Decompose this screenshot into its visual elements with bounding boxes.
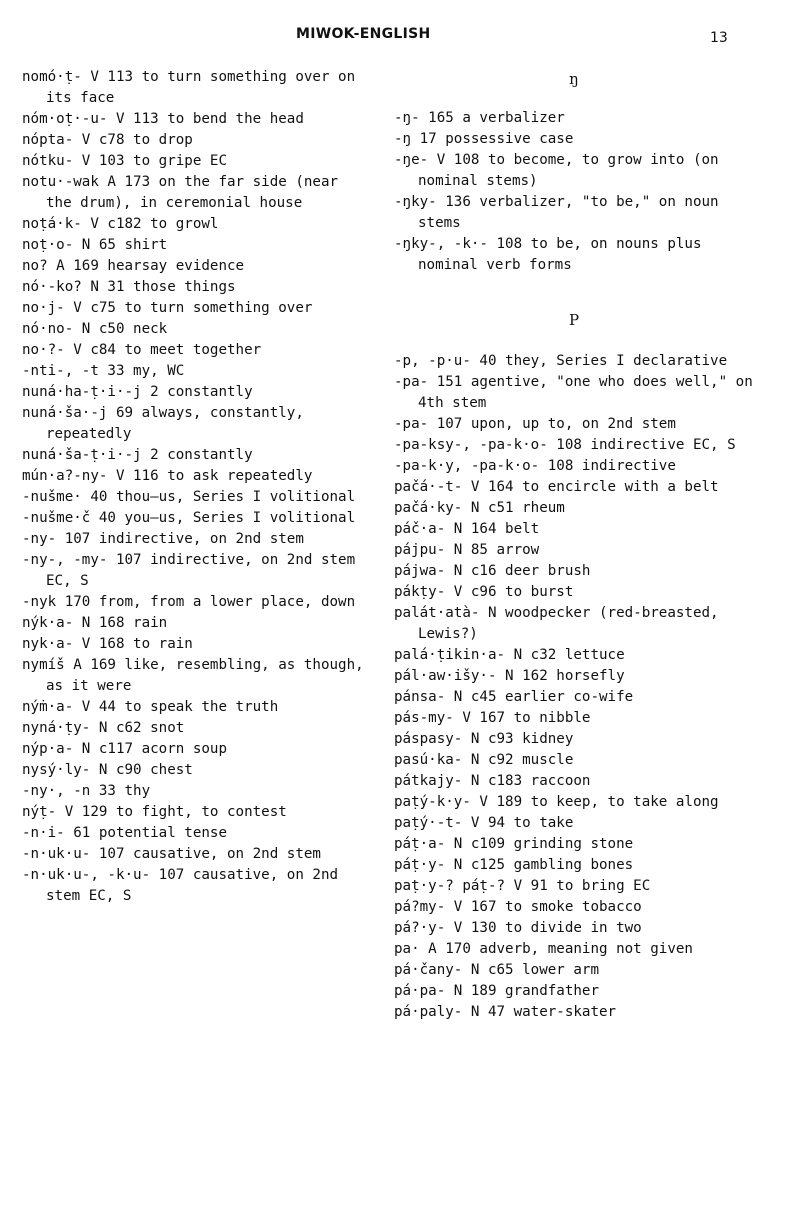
dictionary-entry: -pa-k·y, -pa-k·o- 108 indirective — [394, 458, 676, 474]
right-column — [394, 69, 754, 1023]
dictionary-entry: -ŋky- 136 verbalizer, "to be," on noun stems — [394, 194, 719, 231]
dictionary-entry: noṭ·o- N 65 shirt — [22, 237, 168, 253]
dictionary-entry: páṭ·a- N c109 grinding stone — [394, 836, 634, 852]
dictionary-entry: pás-my- V 167 to nibble — [394, 710, 591, 726]
dictionary-entry: -nušme· 40 thou—us, Series I volitional — [22, 489, 356, 505]
page-header — [0, 24, 792, 48]
dictionary-entry: pátkajy- N c183 raccoon — [394, 773, 591, 789]
dictionary-entry: -nyk 170 from, from a lower place, down — [22, 594, 356, 610]
dictionary-entry: pačá·-t- V 164 to encircle with a belt — [394, 479, 719, 495]
dictionary-entry: -ŋ- 165 a verbalizer — [394, 110, 565, 126]
page-title: MIWOK-ENGLISH — [296, 26, 431, 42]
dictionary-entry: noṭá·k- V c182 to growl — [22, 216, 219, 232]
dictionary-entry: pá·pa- N 189 grandfather — [394, 983, 599, 999]
page-number: 13 — [710, 30, 728, 46]
dictionary-entry: pasú·ka- N c92 muscle — [394, 752, 574, 768]
dictionary-entry: mún·a?-ny- V 116 to ask repeatedly — [22, 468, 313, 484]
dictionary-entry: -n·uk·u-, -k·u- 107 causative, on 2nd stem EC, S — [22, 867, 339, 904]
dictionary-entry: no·?- V c84 to meet together — [22, 342, 262, 358]
dictionary-entry: -pa- 107 upon, up to, on 2nd stem — [394, 416, 676, 432]
dictionary-entry: -nti-, -t 33 my, WC — [22, 363, 185, 379]
dictionary-entry: nýṭ- V 129 to fight, to contest — [22, 804, 287, 820]
dictionary-entry: no? A 169 hearsay evidence — [22, 258, 245, 274]
dictionary-entry: pál·aw·išy·- N 162 horsefly — [394, 668, 625, 684]
dictionary-entry: notu·-wak A 173 on the far side (near the drum), in ceremonial house — [22, 174, 339, 211]
dictionary-entry: -ŋky-, -k·- 108 to be, on nouns plus nominal verb forms — [394, 236, 702, 273]
dictionary-entry: pá·paly- N 47 water-skater — [394, 1004, 617, 1020]
dictionary-entry: -ny- 107 indirective, on 2nd stem — [22, 531, 304, 547]
dictionary-entry: -pa- 151 agentive, "one who does well," on 4th stem — [394, 374, 753, 411]
dictionary-entry: pá?my- V 167 to smoke tobacco — [394, 899, 642, 915]
left-column — [22, 67, 372, 907]
dictionary-entry: -p, -p·u- 40 they, Series I declarative — [394, 353, 728, 369]
section-heading: P — [568, 311, 580, 329]
dictionary-entry: nysý·ly- N c90 chest — [22, 762, 193, 778]
dictionary-entry: nó·no- N c50 neck — [22, 321, 168, 337]
dictionary-entry: pa· A 170 adverb, meaning not given — [394, 941, 693, 957]
dictionary-entry: nó·-ko? N 31 those things — [22, 279, 236, 295]
dictionary-entry: pájwa- N c16 deer brush — [394, 563, 591, 579]
dictionary-entry: nomó·ṭ- V 113 to turn something over on its face — [22, 69, 356, 106]
dictionary-entry: -nušme·č 40 you—us, Series I volitional — [22, 510, 356, 526]
dictionary-entry: nótku- V 103 to gripe EC — [22, 153, 227, 169]
dictionary-entry: nymíš A 169 like, resembling, as though, as it were — [22, 657, 364, 694]
dictionary-entry: páspasy- N c93 kidney — [394, 731, 574, 747]
dictionary-entry: palát·atà- N woodpecker (red-breasted, Lewis?) — [394, 605, 719, 642]
dictionary-entry: pánsa- N c45 earlier co-wife — [394, 689, 634, 705]
dictionary-entry: no·j- V c75 to turn something over — [22, 300, 313, 316]
dictionary-entry: páṭ·y- N c125 gambling bones — [394, 857, 634, 873]
dictionary-entry: pá·čany- N c65 lower arm — [394, 962, 599, 978]
dictionary-entry: pájpu- N 85 arrow — [394, 542, 540, 558]
dictionary-entry: páč·a- N 164 belt — [394, 521, 540, 537]
dictionary-entry: pačá·ky- N c51 rheum — [394, 500, 565, 516]
section-heading: ŋ — [569, 70, 579, 88]
dictionary-entry: nuná·ša·-j 69 always, constantly, repeatedly — [22, 405, 304, 442]
dictionary-entry: paṭý·-t- V 94 to take — [394, 815, 574, 831]
dictionary-entry: -ŋ 17 possessive case — [394, 131, 574, 147]
dictionary-entry: pákṭy- V c96 to burst — [394, 584, 574, 600]
dictionary-entry: nyná·ṭy- N c62 snot — [22, 720, 185, 736]
dictionary-entry: paṭ·y-? páṭ-? V 91 to bring EC — [394, 878, 651, 894]
dictionary-entry: palá·ṭikin·a- N c32 lettuce — [394, 647, 625, 663]
dictionary-entry: nuná·ša-ṭ·i·-j 2 constantly — [22, 447, 253, 463]
dictionary-entry: nuná·ha-ṭ·i·-j 2 constantly — [22, 384, 253, 400]
dictionary-entry: nýk·a- N 168 rain — [22, 615, 168, 631]
dictionary-entry: -ŋe- V 108 to become, to grow into (on nominal stems) — [394, 152, 719, 189]
dictionary-entry: -ny·, -n 33 thy — [22, 783, 151, 799]
dictionary-entry: paṭý-k·y- V 189 to keep, to take along — [394, 794, 719, 810]
dictionary-entry: nóm·oṭ·-u- V 113 to bend the head — [22, 111, 304, 127]
dictionary-entry: nýṁ·a- V 44 to speak the truth — [22, 699, 279, 715]
dictionary-entry: nópta- V c78 to drop — [22, 132, 193, 148]
dictionary-entry: -n·i- 61 potential tense — [22, 825, 227, 841]
dictionary-entry: nyk·a- V 168 to rain — [22, 636, 193, 652]
dictionary-entry: -pa-ksy-, -pa-k·o- 108 indirective EC, S — [394, 437, 736, 453]
dictionary-entry: pá?·y- V 130 to divide in two — [394, 920, 642, 936]
dictionary-entry: -n·uk·u- 107 causative, on 2nd stem — [22, 846, 321, 862]
dictionary-entry: nýp·a- N c117 acorn soup — [22, 741, 227, 757]
dictionary-entry: -ny-, -my- 107 indirective, on 2nd stem EC, S — [22, 552, 356, 589]
